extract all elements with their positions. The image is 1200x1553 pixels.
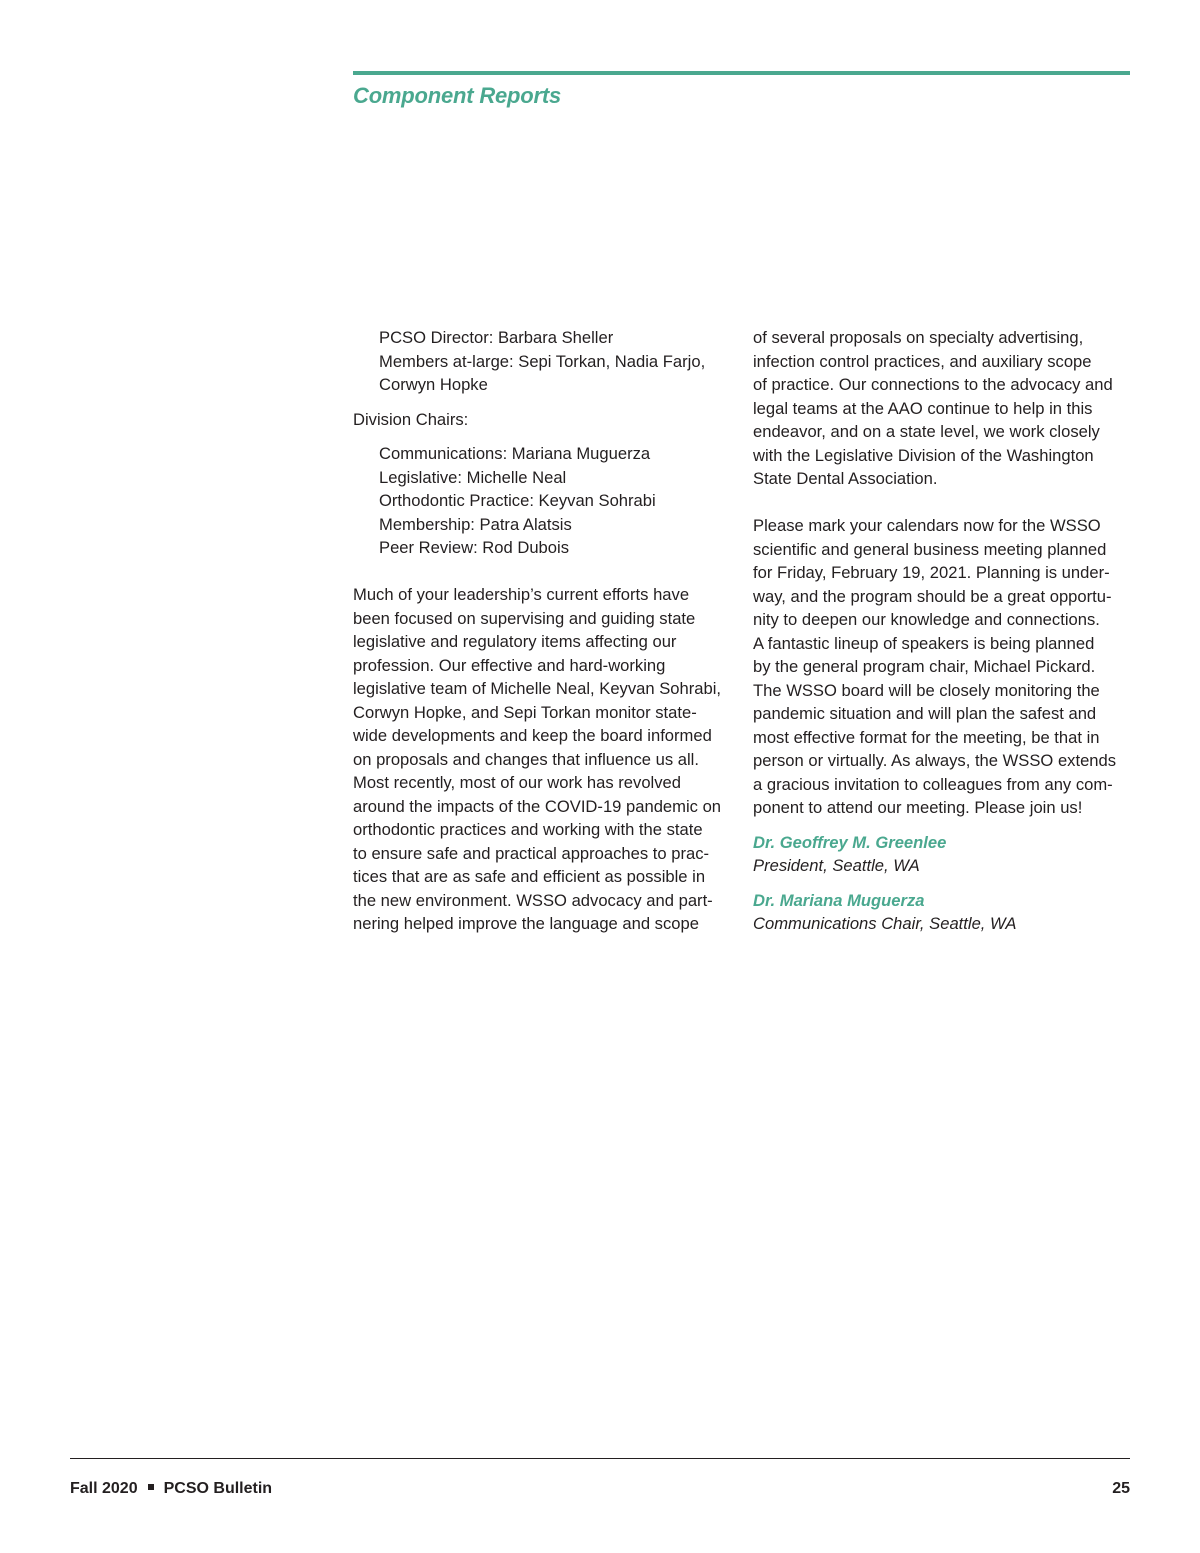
division-chair-item: Communications: Mariana Muguerza: [379, 444, 651, 463]
left-column: [353, 326, 731, 936]
footer-rule: [70, 1458, 1130, 1459]
text-line: nity to deepen our knowledge and connections.: [753, 610, 1100, 629]
text-line: of several proposals on specialty advertising,: [753, 328, 1084, 347]
right-column: [753, 326, 1131, 936]
text-line: A fantastic lineup of speakers is being planned: [753, 633, 1095, 653]
signature-name: Dr. Mariana Muguerza: [753, 890, 925, 910]
text-line: for Friday, February 19, 2021. Planning is under-: [753, 563, 1110, 582]
text-line: Corwyn Hopke, and Sepi Torkan monitor state-: [353, 702, 697, 722]
signature-block: [753, 831, 1131, 878]
text-line: Most recently, most of our work has revolved: [353, 773, 682, 792]
text-line: of practice. Our connections to the advocacy and: [753, 375, 1113, 394]
text-line: a gracious invitation to colleagues from any com-: [753, 774, 1113, 794]
signature-title: President, Seattle, WA: [753, 856, 920, 875]
text-line: most effective format for the meeting, be that in: [753, 727, 1100, 747]
body-paragraph: [753, 326, 1131, 491]
division-chair-item: Orthodontic Practice: Keyvan Sohrabi: [379, 491, 656, 510]
text-line: with the Legislative Division of the Washington: [753, 445, 1094, 465]
text-line: profession. Our effective and hard-working: [353, 655, 666, 675]
text-line: person or virtually. As always, the WSSO extends: [753, 751, 1117, 770]
text-line: legislative team of Michelle Neal, Keyvan Sohrabi,: [353, 679, 722, 698]
board-line: Members at-large: Sepi Torkan, Nadia Farjo,: [379, 351, 706, 371]
text-line: the new environment. WSSO advocacy and part-: [353, 890, 713, 910]
text-line: legal teams at the AAO continue to help in this: [753, 398, 1093, 418]
division-chair-item: Membership: Patra Alatsis: [379, 514, 572, 534]
text-line: way, and the program should be a great opportu-: [753, 586, 1112, 606]
square-bullet-icon: [148, 1484, 154, 1490]
top-rule: [353, 71, 1130, 75]
text-line: nering helped improve the language and scope: [353, 914, 699, 933]
section-title: Component Reports: [353, 83, 562, 108]
text-line: been focused on supervising and guiding state: [353, 608, 696, 628]
board-list: [353, 326, 731, 397]
division-chair-item: Peer Review: Rod Dubois: [379, 538, 569, 557]
text-line: State Dental Association.: [753, 469, 938, 488]
signature-title: Communications Chair, Seattle, WA: [753, 914, 1017, 933]
board-line: PCSO Director: Barbara Sheller: [379, 328, 614, 347]
text-line: scientific and general business meeting planned: [753, 539, 1107, 559]
text-line: on proposals and changes that influence us all.: [353, 749, 699, 769]
body-paragraph: [353, 583, 731, 936]
text-line: Please mark your calendars now for the WSSO: [753, 516, 1101, 535]
text-line: orthodontic practices and working with the state: [353, 820, 703, 839]
text-line: The WSSO board will be closely monitoring the: [753, 680, 1100, 700]
text-line: endeavor, and on a state level, we work closely: [753, 422, 1100, 441]
text-line: ponent to attend our meeting. Please join us!: [753, 798, 1083, 817]
footer-publication: PCSO Bulletin: [163, 1480, 273, 1497]
signature-block: [753, 889, 1131, 936]
body-paragraph: [753, 514, 1131, 820]
text-line: around the impacts of the COVID-19 pandemic on: [353, 796, 722, 816]
text-line: legislative and regulatory items affecting our: [353, 632, 677, 651]
text-line: tices that are as safe and efficient as possible in: [353, 867, 706, 886]
text-line: infection control practices, and auxiliary scope: [753, 351, 1092, 371]
signature-name: Dr. Geoffrey M. Greenlee: [753, 832, 947, 852]
division-chair-item: Legislative: Michelle Neal: [379, 467, 567, 487]
text-line: by the general program chair, Michael Pickard.: [753, 657, 1096, 676]
text-line: to ensure safe and practical approaches to prac-: [353, 843, 710, 863]
page-number: 25: [1112, 1480, 1130, 1497]
division-heading: Division Chairs:: [353, 409, 469, 429]
text-line: Much of your leadership’s current efforts have: [353, 585, 690, 604]
text-line: wide developments and keep the board informed: [353, 726, 712, 745]
text-line: pandemic situation and will plan the safest and: [753, 704, 1097, 723]
division-chairs-list: [353, 442, 731, 560]
board-line: Corwyn Hopke: [379, 375, 488, 394]
footer-issue: Fall 2020: [70, 1480, 138, 1497]
